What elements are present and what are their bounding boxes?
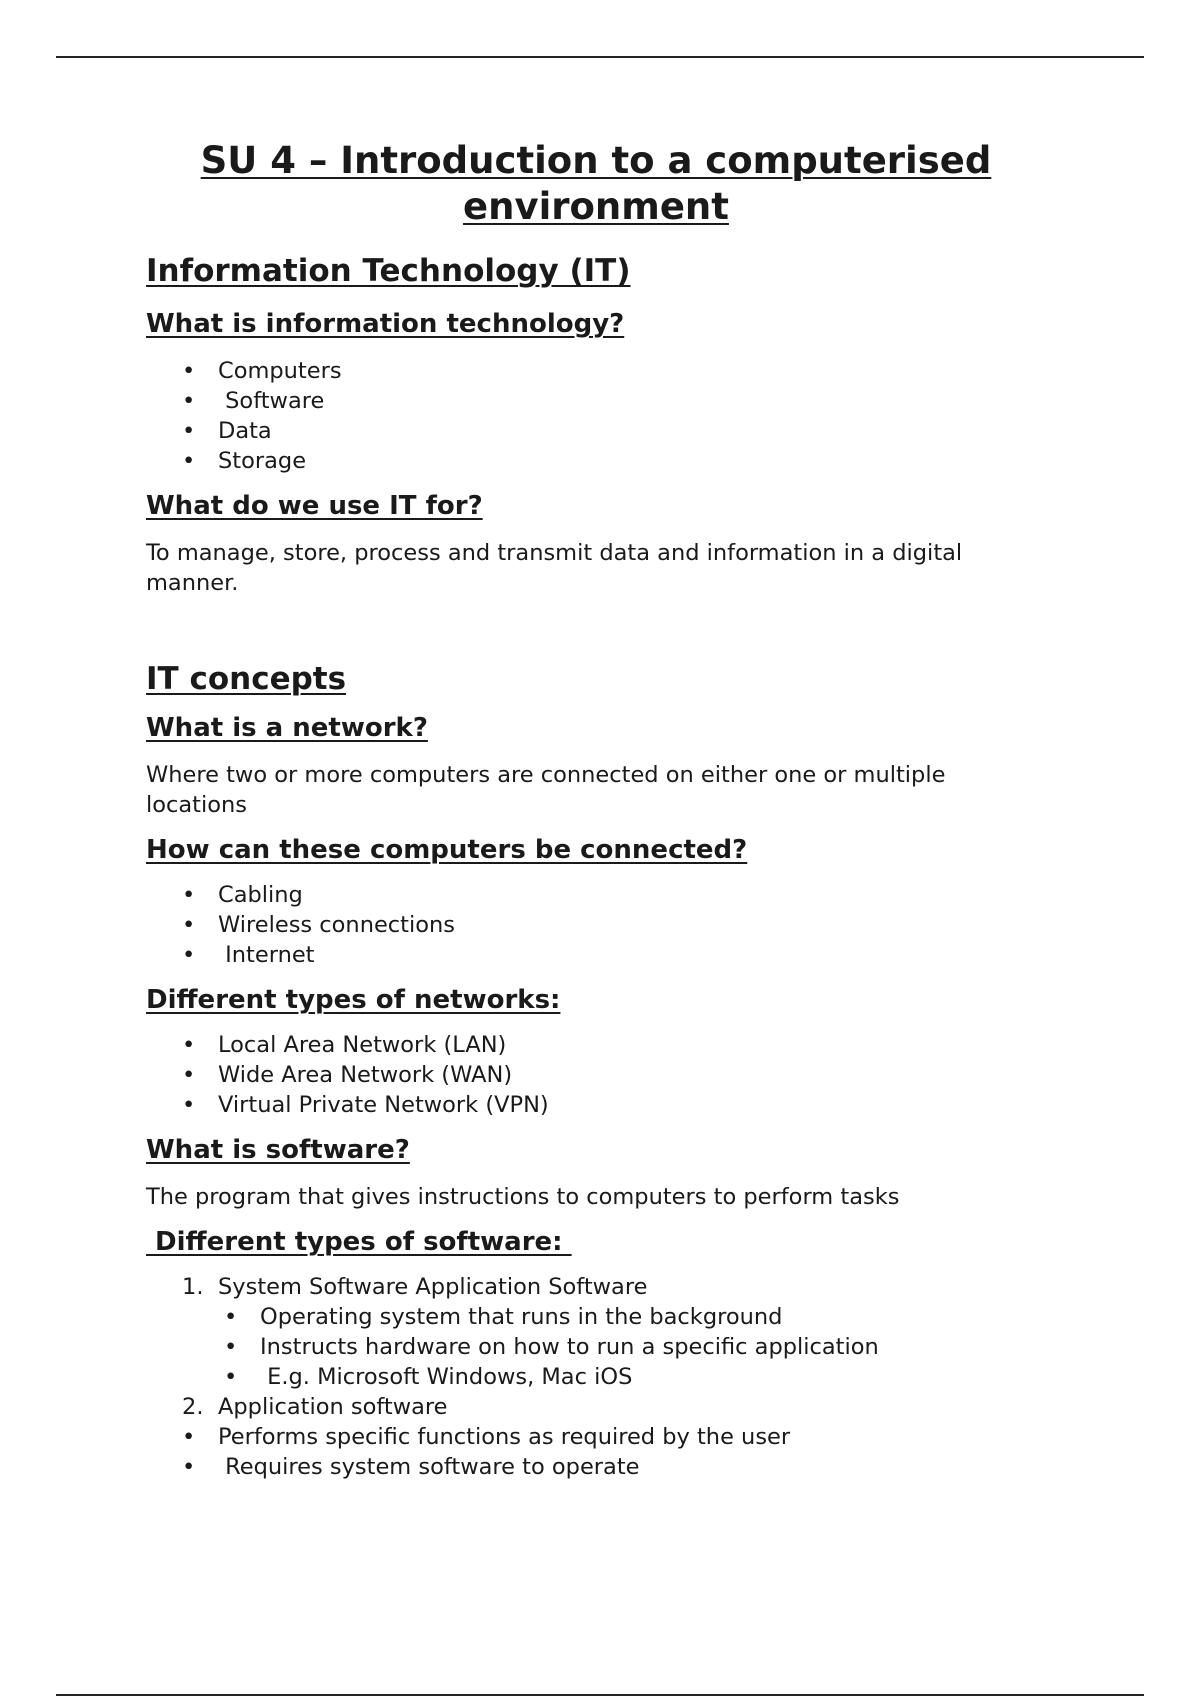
list-item: • Cabling — [182, 882, 303, 908]
bullet-icon: • — [224, 1364, 238, 1390]
list-item: • Computers — [182, 358, 342, 384]
sub-list-item: • E.g. Microsoft Windows, Mac iOS — [224, 1364, 633, 1390]
software-definition: The program that gives instructions to computers to perform tasks — [146, 1184, 900, 1210]
list-item: • Local Area Network (LAN) — [182, 1032, 507, 1058]
heading-software-types: Different types of software: — [146, 1227, 572, 1257]
network-definition: Where two or more computers are connected on either one or multiple locations — [146, 762, 946, 818]
list-item: • Wide Area Network (WAN) — [182, 1062, 513, 1088]
bullet-icon: • — [182, 358, 196, 384]
list-item: • Requires system software to operate — [182, 1454, 640, 1480]
bullet-icon: • — [182, 1032, 196, 1058]
bullet-icon: • — [182, 1062, 196, 1088]
heading-network-types: Different types of networks: — [146, 985, 561, 1015]
bullet-icon: • — [182, 942, 196, 968]
connection-methods-list — [146, 880, 1046, 970]
bullet-icon: • — [182, 418, 196, 444]
bullet-icon: • — [224, 1304, 238, 1330]
bullet-icon: • — [182, 882, 196, 908]
heading-what-is-it: What is information technology? — [146, 309, 625, 339]
bullet-icon: • — [182, 1092, 196, 1118]
list-item: • Data — [182, 418, 272, 444]
list-item: • Performs specific functions as required by the user — [182, 1424, 791, 1450]
list-item: • Software — [182, 388, 325, 414]
heading-it-concepts: IT concepts — [146, 661, 347, 697]
numbered-item-application-software: 2. Application software — [182, 1394, 448, 1420]
bottom-rule — [56, 1694, 1144, 1696]
list-number: 1. — [182, 1274, 204, 1300]
numbered-item-system-software: 1. System Software Application Software — [182, 1274, 648, 1300]
bullet-icon: • — [182, 1424, 196, 1450]
list-item: • Internet — [182, 942, 315, 968]
bullet-icon: • — [182, 448, 196, 474]
heading-what-is-network: What is a network? — [146, 713, 428, 743]
bullet-icon: • — [224, 1334, 238, 1360]
bullet-icon: • — [182, 1454, 196, 1480]
sub-list-item: • Operating system that runs in the background — [224, 1304, 783, 1330]
heading-what-is-software: What is software? — [146, 1135, 410, 1165]
sub-list-item: • Instructs hardware on how to run a specific application — [224, 1334, 879, 1360]
list-number: 2. — [182, 1394, 204, 1420]
top-rule — [56, 56, 1144, 58]
document-title: SU 4 – Introduction to a computerised environment — [200, 139, 992, 228]
software-types-list — [146, 1272, 1046, 1482]
document-body — [146, 138, 1046, 1482]
network-types-list — [146, 1030, 1046, 1120]
list-item: • Virtual Private Network (VPN) — [182, 1092, 549, 1118]
list-item: • Wireless connections — [182, 912, 455, 938]
heading-information-technology: Information Technology (IT) — [146, 253, 631, 289]
list-item: • Storage — [182, 448, 307, 474]
heading-what-use-it-for: What do we use IT for? — [146, 491, 483, 521]
bullet-icon: • — [182, 388, 196, 414]
it-use-paragraph: To manage, store, process and transmit data and information in a digital manner. — [146, 540, 963, 596]
it-components-list — [146, 356, 1046, 476]
bullet-icon: • — [182, 912, 196, 938]
heading-how-connected: How can these computers be connected? — [146, 835, 748, 865]
